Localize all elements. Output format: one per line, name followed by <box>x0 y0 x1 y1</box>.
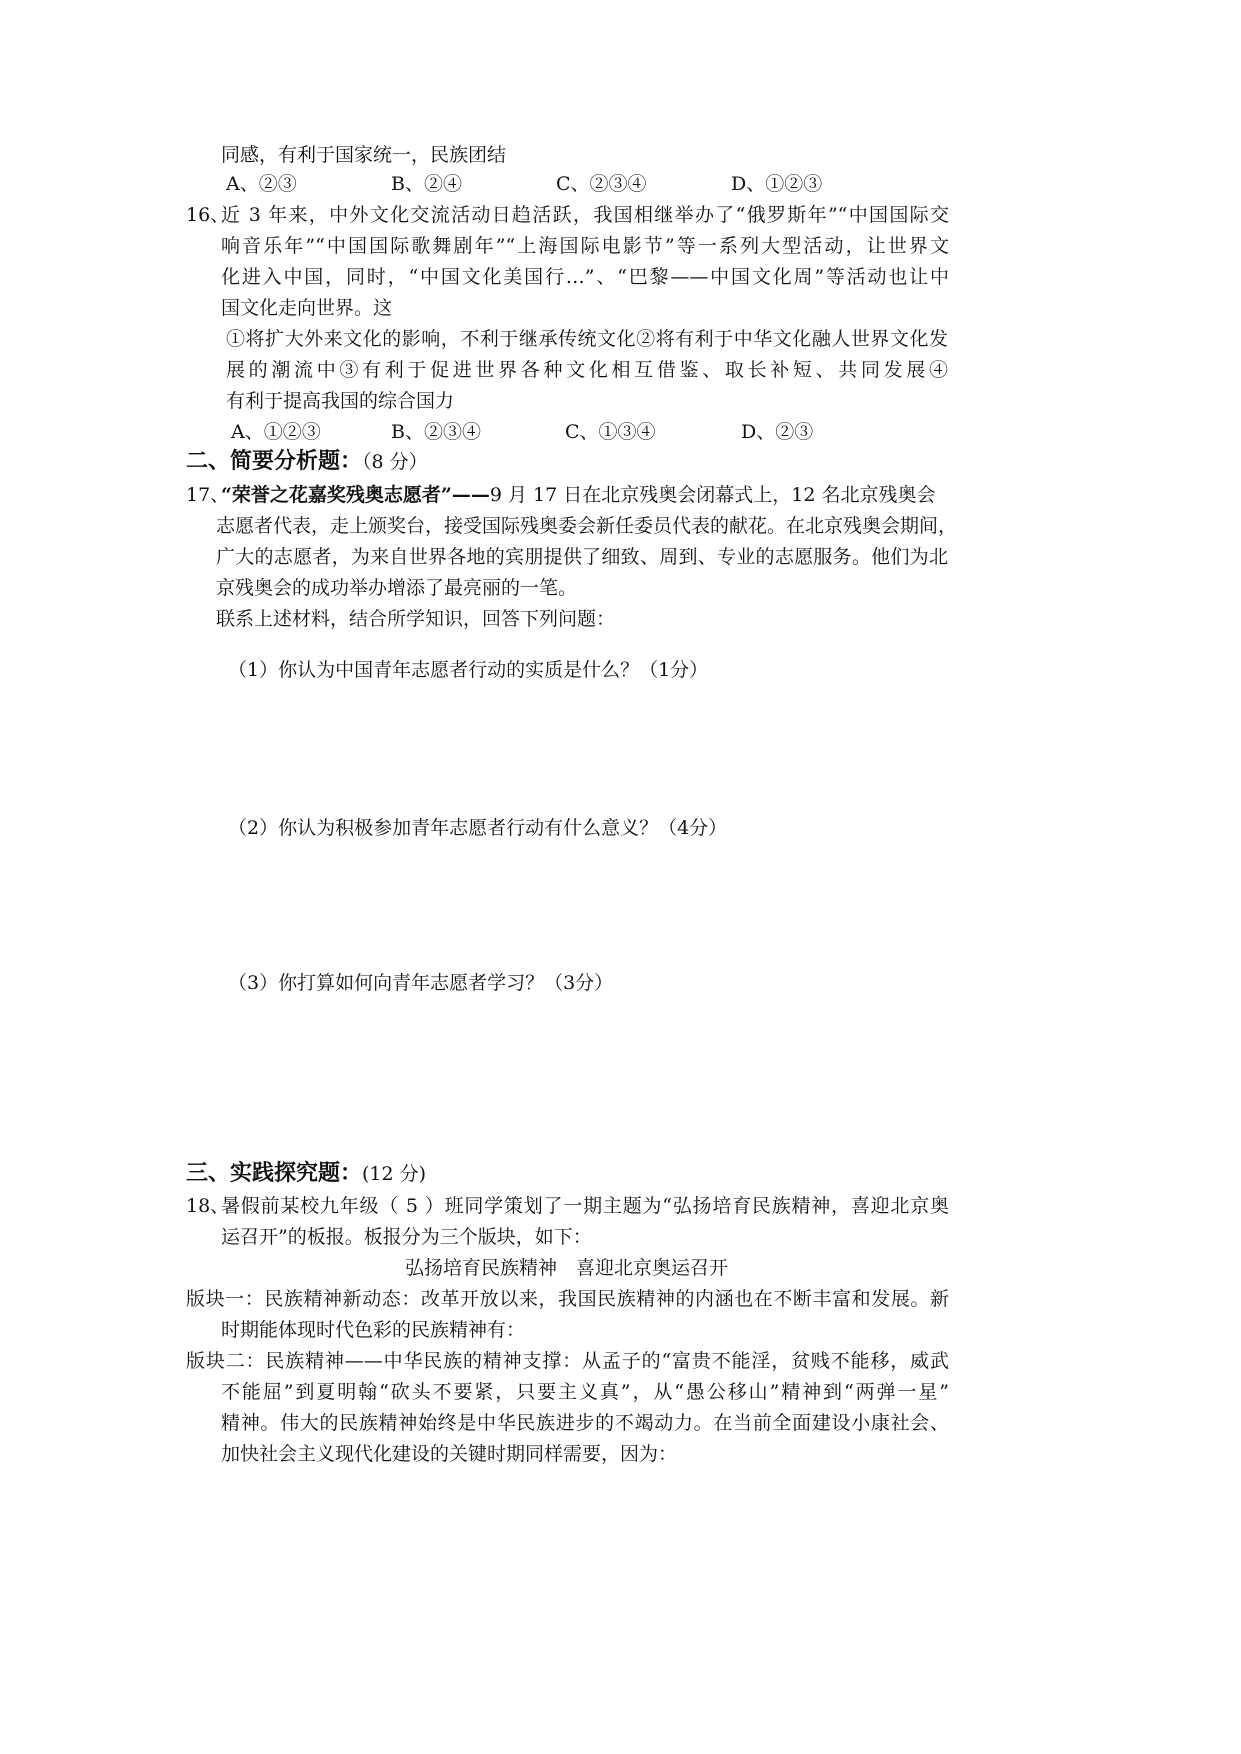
q16-option-b: B、②③④ <box>391 421 481 443</box>
q15-tail-line: 同感，有利于国家统一，民族团结 <box>221 144 507 166</box>
q16-stem-line-3: 化进入中国，同时，“中国文化美国行…”、“巴黎——中国文化周”等活动也让中 <box>221 266 949 288</box>
q18-block1-line-2: 时期能体现时代色彩的民族精神有： <box>221 1319 526 1341</box>
section2-title: 二、简要分析题： <box>186 449 363 474</box>
q15-option-c: C、②③④ <box>556 173 647 195</box>
q18-block2-line-3: 精神。伟大的民族精神始终是中华民族进步的不竭动力。在当前全面建设小康社会、 <box>221 1412 949 1434</box>
q17-subquestion-2: （2）你认为积极参加青年志愿者行动有什么意义？（4分） <box>228 817 728 839</box>
section3-points: (12 分) <box>362 1163 427 1185</box>
q16-number: 16、 <box>186 204 230 226</box>
q15-option-a: A、②③ <box>226 173 297 195</box>
section2-heading <box>186 451 428 473</box>
q16-statement-line-1: ①将扩大外来文化的影响，不利于继承传统文化②将有利于中华文化融人世界文化发 <box>226 328 948 350</box>
q16-stem-line-4: 国文化走向世界。这 <box>221 297 393 319</box>
section3-title: 三、实践探究题： <box>186 1161 363 1186</box>
q17-line-3: 广大的志愿者，为来自世界各地的宾朋提供了细致、周到、专业的志愿服务。他们为北 <box>216 546 948 568</box>
q18-block2-line-1: 版块二：民族精神——中华民族的精神支撑：从孟子的“富贵不能淫，贫贱不能移，威武 <box>186 1350 949 1372</box>
q18-stem-line-2: 运召开”的板报。板报分为三个版块，如下： <box>221 1226 592 1248</box>
q16-statement-line-2: 展的潮流中③有利于促进世界各种文化相互借鉴、取长补短、共同发展④ <box>226 359 948 381</box>
q17-subquestion-3: （3）你打算如何向青年志愿者学习？（3分） <box>228 972 614 994</box>
q18-board-title: 弘扬培育民族精神 喜迎北京奥运召开 <box>405 1257 729 1279</box>
q16-option-c: C、①③④ <box>565 421 656 443</box>
q16-stem-line-1: 近 3 年来，中外文化交流活动日趋活跃，我国相继举办了“俄罗斯年”“中国国际交 <box>221 204 949 226</box>
q16-statement-line-3: 有利于提高我国的综合国力 <box>226 390 455 412</box>
section3-heading <box>186 1163 426 1185</box>
q17-subquestion-1: （1）你认为中国青年志愿者行动的实质是什么？（1分） <box>228 659 709 681</box>
q18-block2-line-4: 加快社会主义现代化建设的关键时期同样需要，因为： <box>221 1443 678 1465</box>
q15-option-d: D、①②③ <box>731 173 823 195</box>
q17-line-2: 志愿者代表，走上颁奖台，接受国际残奥委会新任委员代表的献花。在北京残奥会期间， <box>216 515 958 537</box>
q16-option-d: D、②③ <box>741 421 814 443</box>
q17-title: “荣誉之花嘉奖残奥志愿者”—— <box>221 484 490 506</box>
q16-stem-line-2: 响音乐年”“中国国际歌舞剧年”“上海国际电影节”等一系列大型活动，让世界文 <box>221 235 949 257</box>
q18-number: 18、 <box>186 1195 230 1217</box>
q17-number: 17、 <box>186 484 230 506</box>
q17-first-line-rest: 9 月 17 日在北京残奥会闭幕式上，12 名北京残奥会 <box>489 484 936 506</box>
q18-block1-line-1: 版块一：民族精神新动态：改革开放以来，我国民族精神的内涵也在不断丰富和发展。新 <box>186 1288 949 1310</box>
q17-first-line <box>221 486 935 505</box>
q18-stem-line-1: 暑假前某校九年级（ 5 ）班同学策划了一期主题为“弘扬培育民族精神，喜迎北京奥 <box>221 1195 949 1217</box>
q17-line-4: 京残奥会的成功举办增添了最亮丽的一笔。 <box>216 577 578 599</box>
q17-instruction: 联系上述材料，结合所学知识，回答下列问题： <box>216 608 616 630</box>
q15-option-b: B、②④ <box>391 173 462 195</box>
section2-points: （8 分） <box>362 451 428 473</box>
q16-option-a: A、①②③ <box>231 421 321 443</box>
q18-block2-line-2: 不能屈”到夏明翰“砍头不要紧，只要主义真”，从“愚公移山”精神到“两弹一星” <box>221 1381 949 1403</box>
